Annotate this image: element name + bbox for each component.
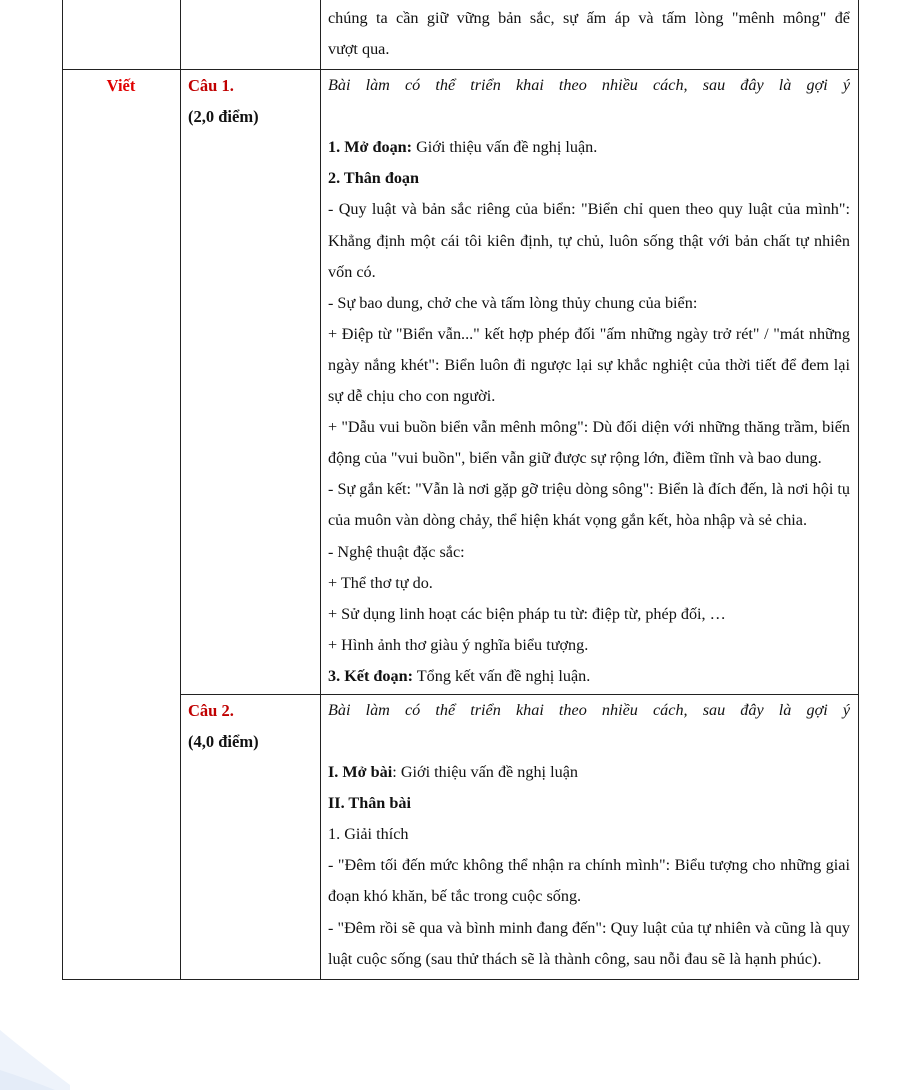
cell-section-label [63, 70, 181, 980]
q1-mo-doan [328, 132, 850, 163]
q2-mo-bai [328, 757, 850, 788]
q2-title: Câu 2. [188, 700, 234, 720]
table-row-q2 [63, 694, 859, 979]
q1-ket-doan-label: 3. Kết đoạn: [328, 666, 413, 685]
q1-body-para-5: - Sự gắn kết: "Vẫn là nơi gặp gỡ triệu dòng sông": Biển là đích đến, là nơi hội tụ của muôn vàn dòng chảy, thể hiện khát vọng gắn kết, hòa nhập và sẻ chia. [328, 480, 850, 530]
q1-body-para-7: + Thể thơ tự do. [328, 573, 433, 592]
cell-q1-content [321, 70, 859, 695]
q2-mo-bai-label: I. Mở bài [328, 763, 393, 782]
q2-hint: Bài làm có thể triển khai theo nhiều cách, sau đây là gợi ý [328, 700, 850, 719]
q1-than-doan-label: 2. Thân đoạn [328, 169, 420, 188]
q1-body-para-2: - Sự bao dung, chở che và tấm lòng thủy chung của biển: [328, 293, 698, 312]
q1-mo-doan-label: 1. Mở đoạn: [328, 138, 413, 157]
answer-table [62, 0, 859, 980]
q1-title: Câu 1. [188, 76, 234, 96]
intro-line-2: vượt qua. [328, 40, 390, 59]
cell-question-empty [181, 0, 321, 70]
q1-hint: Bài làm có thể triển khai theo nhiều cách, sau đây là gợi ý [328, 76, 850, 95]
q2-points: (4,0 điểm) [188, 732, 259, 752]
cell-q1-label [181, 70, 321, 695]
section-label: Viết [106, 76, 136, 96]
watermark-decoration [0, 960, 70, 1090]
q2-body-para-3: - "Đêm rồi sẽ qua và bình minh đang đến": Quy luật của tự nhiên và cũng là quy luật cuộc sống (sau thử thách sẽ là thành công, sau nỗi đau sẽ là hạnh phúc). [328, 918, 850, 968]
q1-ket-doan [328, 661, 850, 692]
cell-intro-content [321, 0, 859, 70]
table-row-intro [63, 0, 859, 70]
q1-ket-doan-text: Tổng kết vấn đề nghị luận. [412, 666, 591, 685]
q1-body-para-8: + Sử dụng linh hoạt các biện pháp tu từ: điệp từ, phép đối, … [328, 604, 726, 623]
cell-section-empty [63, 0, 181, 70]
q2-than-bai-label: II. Thân bài [328, 794, 411, 813]
cell-q2-label [181, 694, 321, 979]
q1-points: (2,0 điểm) [188, 107, 259, 127]
q2-mo-bai-text: : Giới thiệu vấn đề nghị luận [392, 763, 578, 782]
q1-mo-doan-text: Giới thiệu vấn đề nghị luận. [412, 138, 598, 157]
intro-line-1: chúng ta cần giữ vững bản sắc, sự ấm áp và tấm lòng "mênh mông" để [328, 9, 850, 27]
cell-q2-content [321, 694, 859, 979]
q1-body-para-9: + Hình ảnh thơ giàu ý nghĩa biểu tượng. [328, 635, 589, 654]
q1-body-para-1: - Quy luật và bản sắc riêng của biển: "Biển chỉ quen theo quy luật của mình": Khẳng định một cái tôi kiên định, tự chủ, luôn sống thật với bản chất tự nhiên vốn có. [328, 200, 850, 281]
q2-body-para-2: - "Đêm tối đến mức không thể nhận ra chính mình": Biểu tượng cho những giai đoạn khó khăn, bế tắc trong cuộc sống. [328, 856, 850, 906]
q2-body-para-1: 1. Giải thích [328, 825, 409, 844]
q1-body-para-6: - Nghệ thuật đặc sắc: [328, 542, 465, 561]
q1-body-para-4: + "Dẫu vui buồn biển vẫn mênh mông": Dù đối diện với những thăng trầm, biến động của "vui buồn", biển vẫn giữ được sự rộng lớn, điềm tĩnh và bao dung. [328, 418, 850, 468]
table-row-q1 [63, 70, 859, 695]
q1-body-para-3: + Điệp từ "Biển vẫn..." kết hợp phép đối "ấm những ngày trở rét" / "mát những ngày nắng khét": Biển luôn đi ngược lại sự khắc nghiệt của thời tiết để đem lại sự dễ chịu cho con người. [328, 324, 850, 406]
